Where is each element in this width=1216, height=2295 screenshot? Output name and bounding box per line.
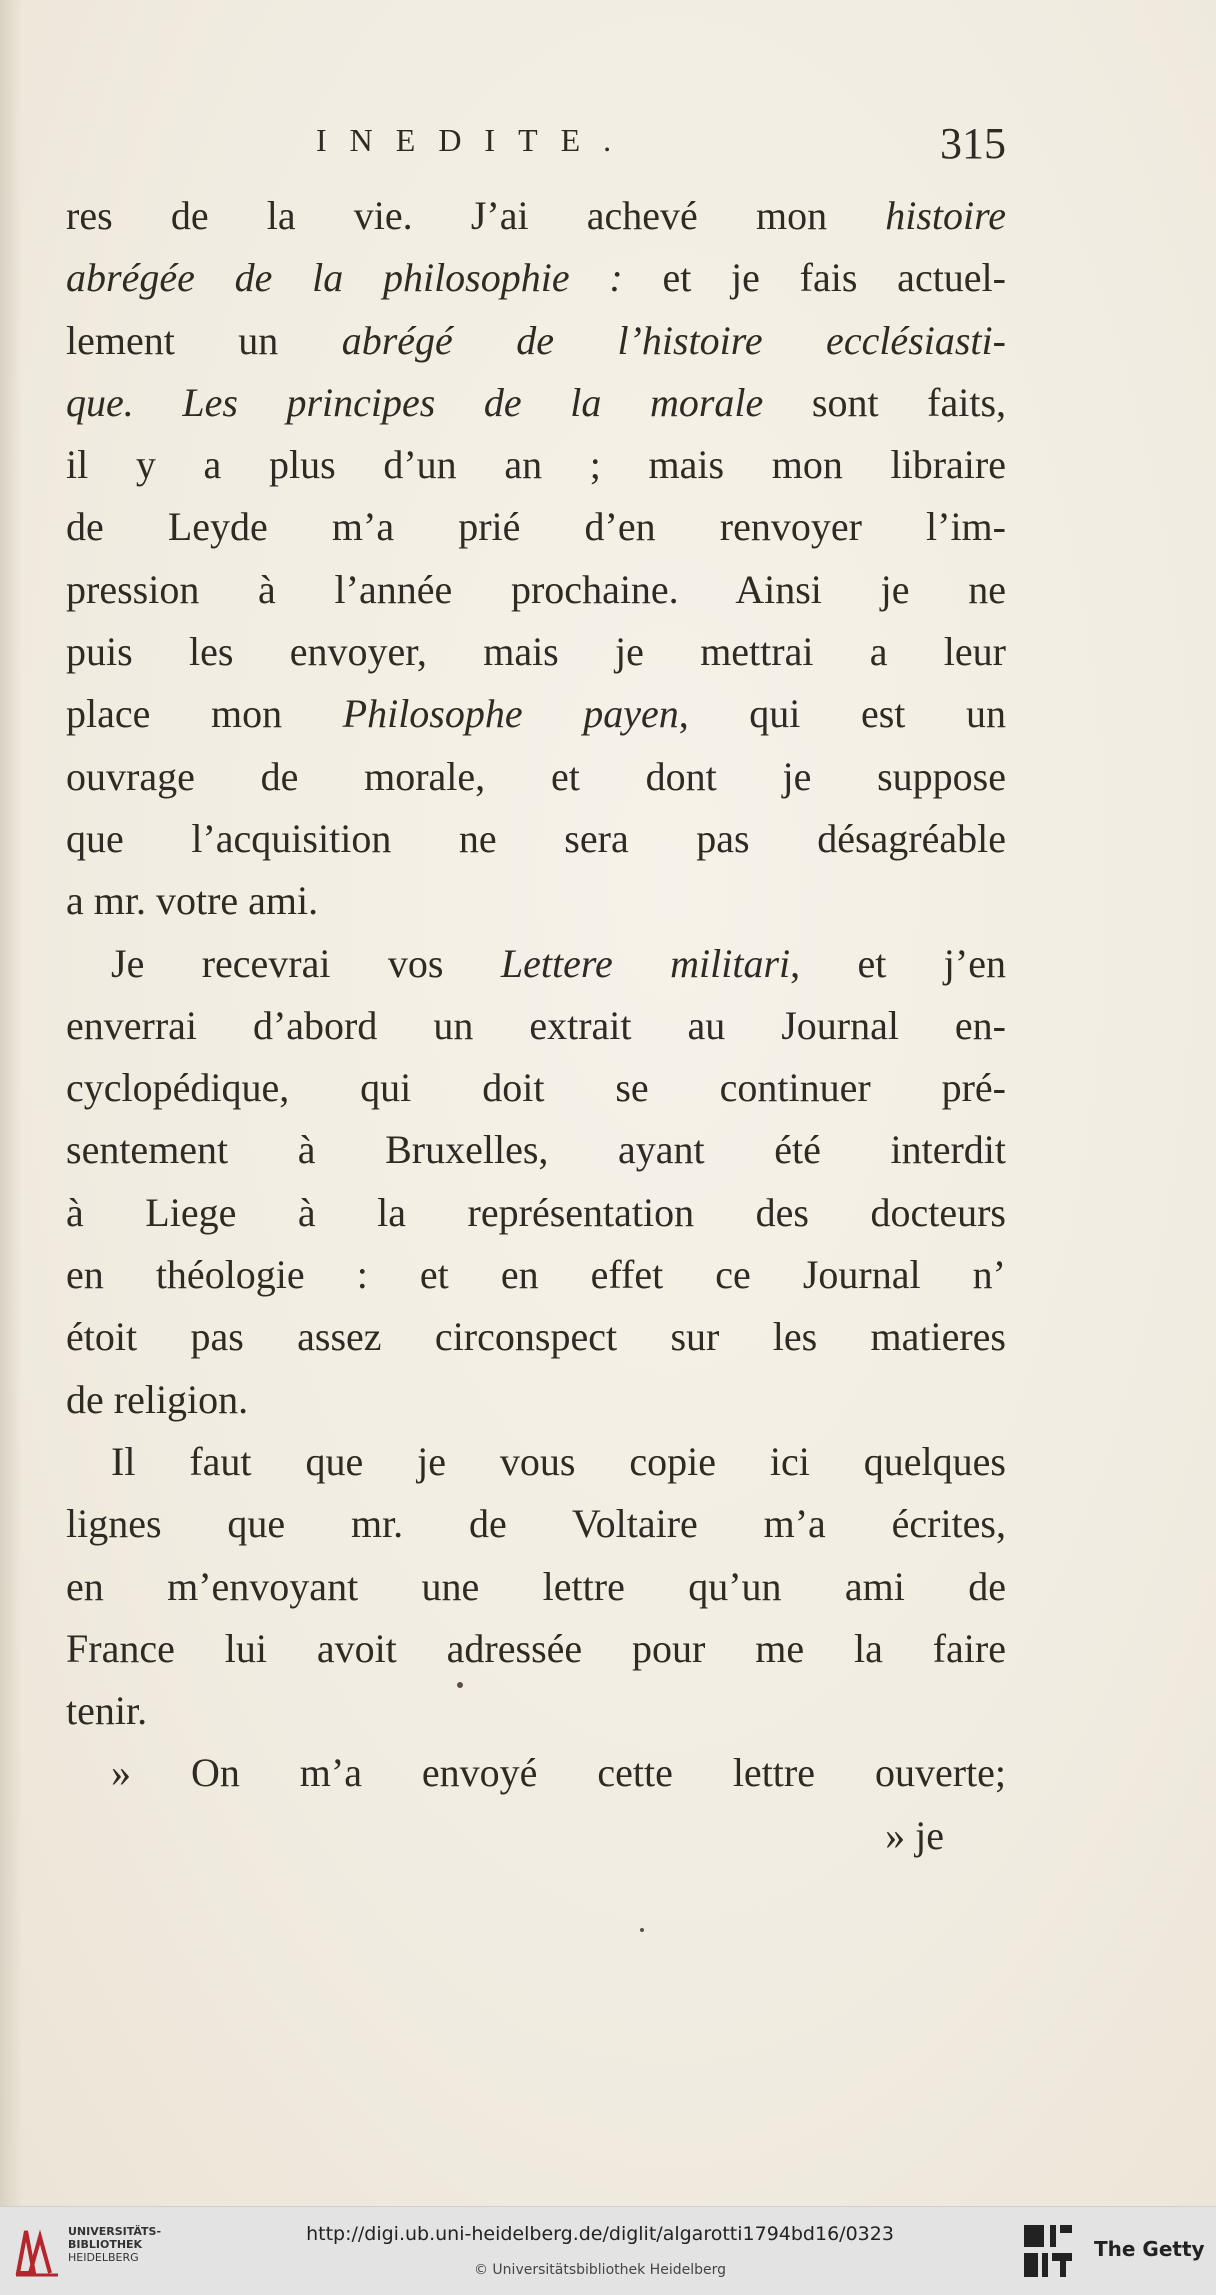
text-segment: » je — [885, 1812, 944, 1858]
library-name — [68, 2225, 161, 2264]
text-segment: puis les envoyer, mais je mettrai a leur — [66, 629, 1006, 675]
text-segment: , et j’en — [790, 940, 1006, 986]
text-line — [66, 434, 1006, 496]
text-line — [66, 1680, 1006, 1742]
text-line — [66, 746, 1006, 808]
library-name-line: UNIVERSITÄTS- — [68, 2225, 162, 2238]
ink-speck — [457, 1682, 463, 1688]
running-head: INEDITE. — [316, 122, 635, 158]
gutter-shadow — [0, 0, 22, 2206]
text-segment: en théologie : et en effet ce Journal n’ — [66, 1252, 1006, 1298]
text-line — [66, 559, 1006, 621]
italic-segment: Lettere militari — [500, 940, 791, 986]
heidelberg-logo-icon — [14, 2223, 60, 2279]
page-header — [66, 118, 1006, 178]
text-line — [66, 372, 1006, 434]
text-segment: a mr. votre ami. — [66, 878, 319, 924]
text-segment: Il faut que je vous copie ici quelques — [111, 1438, 1006, 1484]
italic-segment: Philosophe payen — [342, 691, 679, 737]
text-line — [66, 1805, 1006, 1867]
italic-segment: abrégée de la philosophie : — [66, 255, 623, 301]
text-line — [66, 1244, 1006, 1306]
text-line — [66, 1618, 1006, 1680]
ink-speck — [640, 1928, 644, 1932]
text-segment: France lui avoit adressée pour me la faire — [66, 1625, 1006, 1671]
text-segment: à Liege à la représentation des docteurs — [66, 1189, 1006, 1235]
text-line — [66, 496, 1006, 558]
text-segment: sentement à Bruxelles, ayant été interdit — [66, 1127, 1006, 1173]
text-segment: lignes que mr. de Voltaire m’a écrites, — [66, 1501, 1006, 1547]
text-line — [66, 870, 1006, 932]
text-line — [66, 1119, 1006, 1181]
body-text — [66, 185, 1006, 1867]
italic-segment: histoire — [885, 193, 1006, 238]
italic-segment: que. Les principes de la morale — [66, 379, 764, 425]
text-line — [66, 1057, 1006, 1119]
italic-segment: abrégé de l’histoire ecclésiasti- — [341, 317, 1006, 363]
text-segment: » On m’a envoyé cette lettre ouverte; — [111, 1750, 1006, 1796]
text-segment: de Leyde m’a prié d’en renvoyer l’im- — [66, 504, 1006, 550]
text-segment: , qui est un — [678, 691, 1006, 737]
getty-logo-icon — [1022, 2221, 1074, 2281]
viewer-footer — [0, 2206, 1216, 2295]
text-segment: place mon — [66, 691, 343, 737]
text-segment: et je fais actuel- — [622, 255, 1006, 301]
text-segment: étoit pas assez circonspect sur les matieres — [66, 1314, 1006, 1360]
partner-name: The Getty — [1094, 2237, 1205, 2261]
text-line — [66, 1431, 1006, 1493]
text-segment: de religion. — [66, 1376, 249, 1422]
copyright-notice: © Universitätsbibliothek Heidelberg — [473, 2262, 726, 2278]
text-line — [66, 1369, 1006, 1431]
text-segment: lement un — [66, 317, 342, 363]
permalink-url[interactable]: http://digi.ub.uni-heidelberg.de/diglit/algarotti1794bd16/0323 — [306, 2223, 894, 2245]
text-line — [66, 1493, 1006, 1555]
library-name-line: HEIDELBERG — [68, 2251, 139, 2264]
page-number: 315 — [940, 119, 1006, 168]
text-segment: tenir. — [66, 1688, 148, 1734]
text-line — [66, 621, 1006, 683]
text-line — [66, 808, 1006, 870]
text-segment: sont faits, — [763, 379, 1007, 425]
text-segment: en m’envoyant une lettre qu’un ami de — [66, 1563, 1006, 1609]
library-name-line: BIBLIOTHEK — [68, 2238, 143, 2251]
text-segment: res de la vie. J’ai achevé mon — [66, 193, 886, 238]
text-segment: enverrai d’abord un extrait au Journal en- — [66, 1002, 1006, 1048]
text-line — [66, 995, 1006, 1057]
text-line — [66, 933, 1006, 995]
text-segment: que l’acquisition ne sera pas désagréable — [66, 815, 1006, 861]
text-line — [66, 185, 1006, 247]
text-line — [66, 1742, 1006, 1804]
text-segment: ouvrage de morale, et dont je suppose — [66, 753, 1006, 799]
text-line — [66, 1556, 1006, 1618]
text-line — [66, 247, 1006, 309]
text-segment: il y a plus d’un an ; mais mon libraire — [66, 442, 1006, 488]
text-segment: pression à l’année prochaine. Ainsi je ne — [66, 566, 1006, 612]
text-line — [66, 683, 1006, 745]
text-line — [66, 1306, 1006, 1368]
text-line — [66, 1182, 1006, 1244]
text-segment: cyclopédique, qui doit se continuer pré- — [66, 1065, 1006, 1111]
text-line — [66, 310, 1006, 372]
text-segment: Je recevrai vos — [111, 940, 501, 986]
